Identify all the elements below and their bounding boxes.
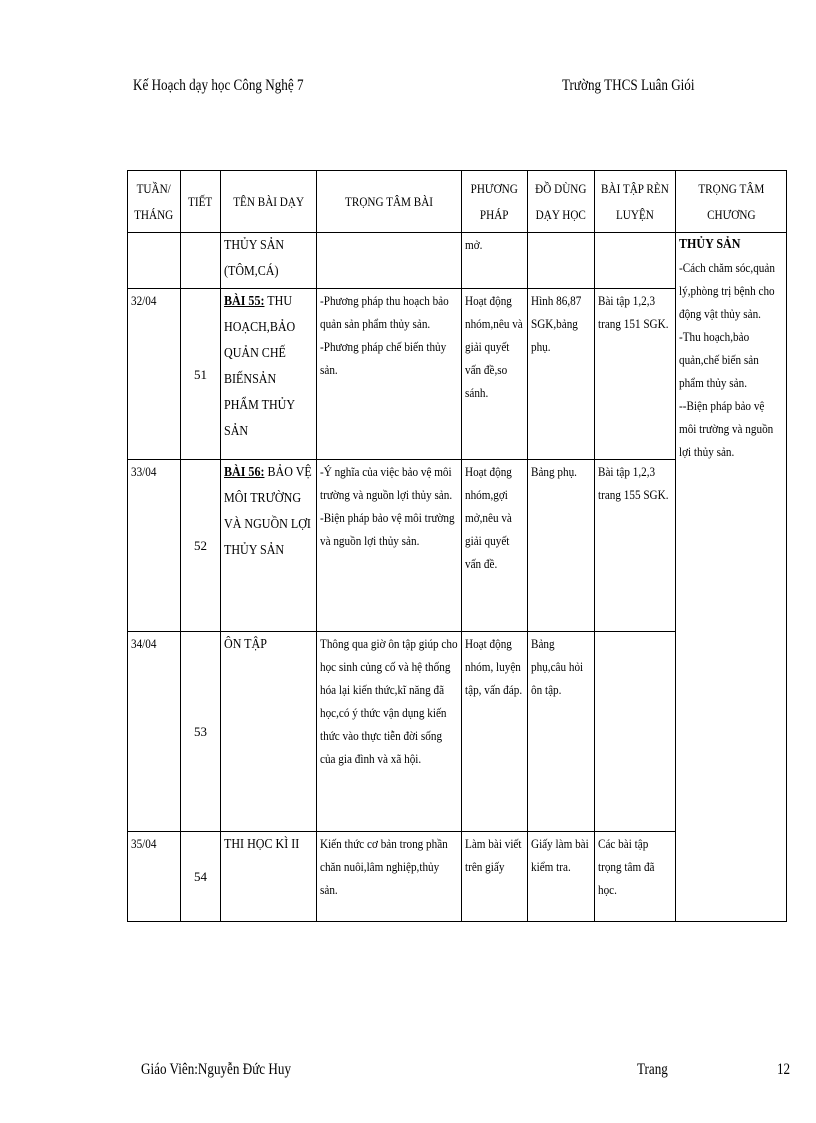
cell-exercises: Bài tập 1,2,3 trang 151 SGK. [595, 289, 676, 460]
cell-lesson: THỦY SẢN (TÔM,CÁ) [221, 233, 317, 289]
cell-week: 34/04 [128, 632, 181, 832]
column-header-week: TUẦN/ THÁNG [128, 171, 181, 233]
cell-focus: -Phương pháp thu hoạch bảo quản sản phẩm thủy sản. -Phương pháp chế biến thủy sản. [317, 289, 462, 460]
table-row-continuation [128, 233, 787, 289]
cell-lesson [221, 632, 317, 832]
cell-method: mở. [462, 233, 528, 289]
footer-page-label: Trang [637, 1061, 668, 1078]
chapter-focus-title: THỦY SẢN [679, 237, 741, 252]
lesson-title: BẢO VỆ MÔI TRƯỜNG VÀ NGUỒN LỢI THỦY SẢN [224, 465, 312, 558]
cell-period: 54 [181, 832, 221, 922]
footer-teacher: Giáo Viên:Nguyễn Đức Huy [141, 1061, 292, 1078]
column-header-materials: ĐỒ DÙNG DẠY HỌC [528, 171, 595, 233]
lesson-title: ÔN TẬP [224, 637, 267, 652]
cell-method: Hoạt động nhóm,gợi mở,nêu và giải quyết vấn đề. [462, 460, 528, 632]
chapter-focus-body: -Cách chăm sóc,quản lý,phòng trị bệnh cho động vật thủy sản. -Thu hoạch,bảo quản,chế biến sản phẩm thủy sản. --Biện pháp bảo vệ môi trường và nguồn lợi thủy sản. [679, 260, 775, 459]
cell-exercises [595, 632, 676, 832]
cell-week: 35/04 [128, 832, 181, 922]
cell-chapter-focus [676, 233, 787, 922]
cell-method: Hoạt động nhóm,nêu và giải quyết vấn đề,so sánh. [462, 289, 528, 460]
cell-materials: Bảng phụ. [528, 460, 595, 632]
lesson-number: BÀI 55: [224, 294, 265, 309]
cell-exercises: Bài tập 1,2,3 trang 155 SGK. [595, 460, 676, 632]
cell-period: 53 [181, 632, 221, 832]
cell-focus: -Ý nghĩa của việc bảo vệ môi trường và nguồn lợi thủy sản. -Biện pháp bảo vệ môi trường và nguồn lợi thủy sản. [317, 460, 462, 632]
column-header-focus: TRỌNG TÂM BÀI [317, 171, 462, 233]
column-header-lesson: TÊN BÀI DẠY [221, 171, 317, 233]
lesson-plan-table [127, 170, 787, 922]
column-header-exercises: BÀI TẬP RÈN LUYỆN [595, 171, 676, 233]
cell-materials: Bảng phụ,câu hỏi ôn tập. [528, 632, 595, 832]
cell-lesson [221, 289, 317, 460]
cell-method: Làm bài viết trên giấy [462, 832, 528, 922]
column-header-chapter-focus: TRỌNG TÂM CHƯƠNG [676, 171, 787, 233]
cell-focus: Kiến thức cơ bản trong phần chăn nuôi,lâm nghiệp,thủy sản. [317, 832, 462, 922]
lesson-title: THI HỌC KÌ II [224, 837, 300, 852]
cell-lesson [221, 832, 317, 922]
cell-materials: Hình 86,87 SGK,bảng phụ. [528, 289, 595, 460]
cell-method: Hoạt động nhóm, luyện tập, vấn đáp. [462, 632, 528, 832]
cell-materials: Giấy làm bài kiểm tra. [528, 832, 595, 922]
cell-lesson [221, 460, 317, 632]
column-header-method: PHƯƠNG PHÁP [462, 171, 528, 233]
document-header-right: Trường THCS Luân Giói [562, 77, 695, 94]
table-header-row [128, 171, 787, 233]
cell-period: 51 [181, 289, 221, 460]
cell-week: 33/04 [128, 460, 181, 632]
column-header-period: TIẾT [181, 171, 221, 233]
cell-week: 32/04 [128, 289, 181, 460]
document-header-left: Kế Hoạch dạy học Công Nghệ 7 [133, 77, 304, 94]
cell-exercises: Các bài tập trọng tâm đã học. [595, 832, 676, 922]
cell-focus: Thông qua giờ ôn tập giúp cho học sinh củng cố và hệ thống hóa lại kiến thức,kĩ năng đã học,có ý thức vận dụng kiến thức vào thực tiễn đời sống của gia đình và xã hội. [317, 632, 462, 832]
lesson-title: THU HOẠCH,BẢO QUẢN CHẾ BIẾNSẢN PHẨM THỦY SẢN [224, 294, 296, 439]
footer-page-number: 12 [777, 1061, 791, 1078]
cell-period: 52 [181, 460, 221, 632]
lesson-number: BÀI 56: [224, 465, 265, 480]
